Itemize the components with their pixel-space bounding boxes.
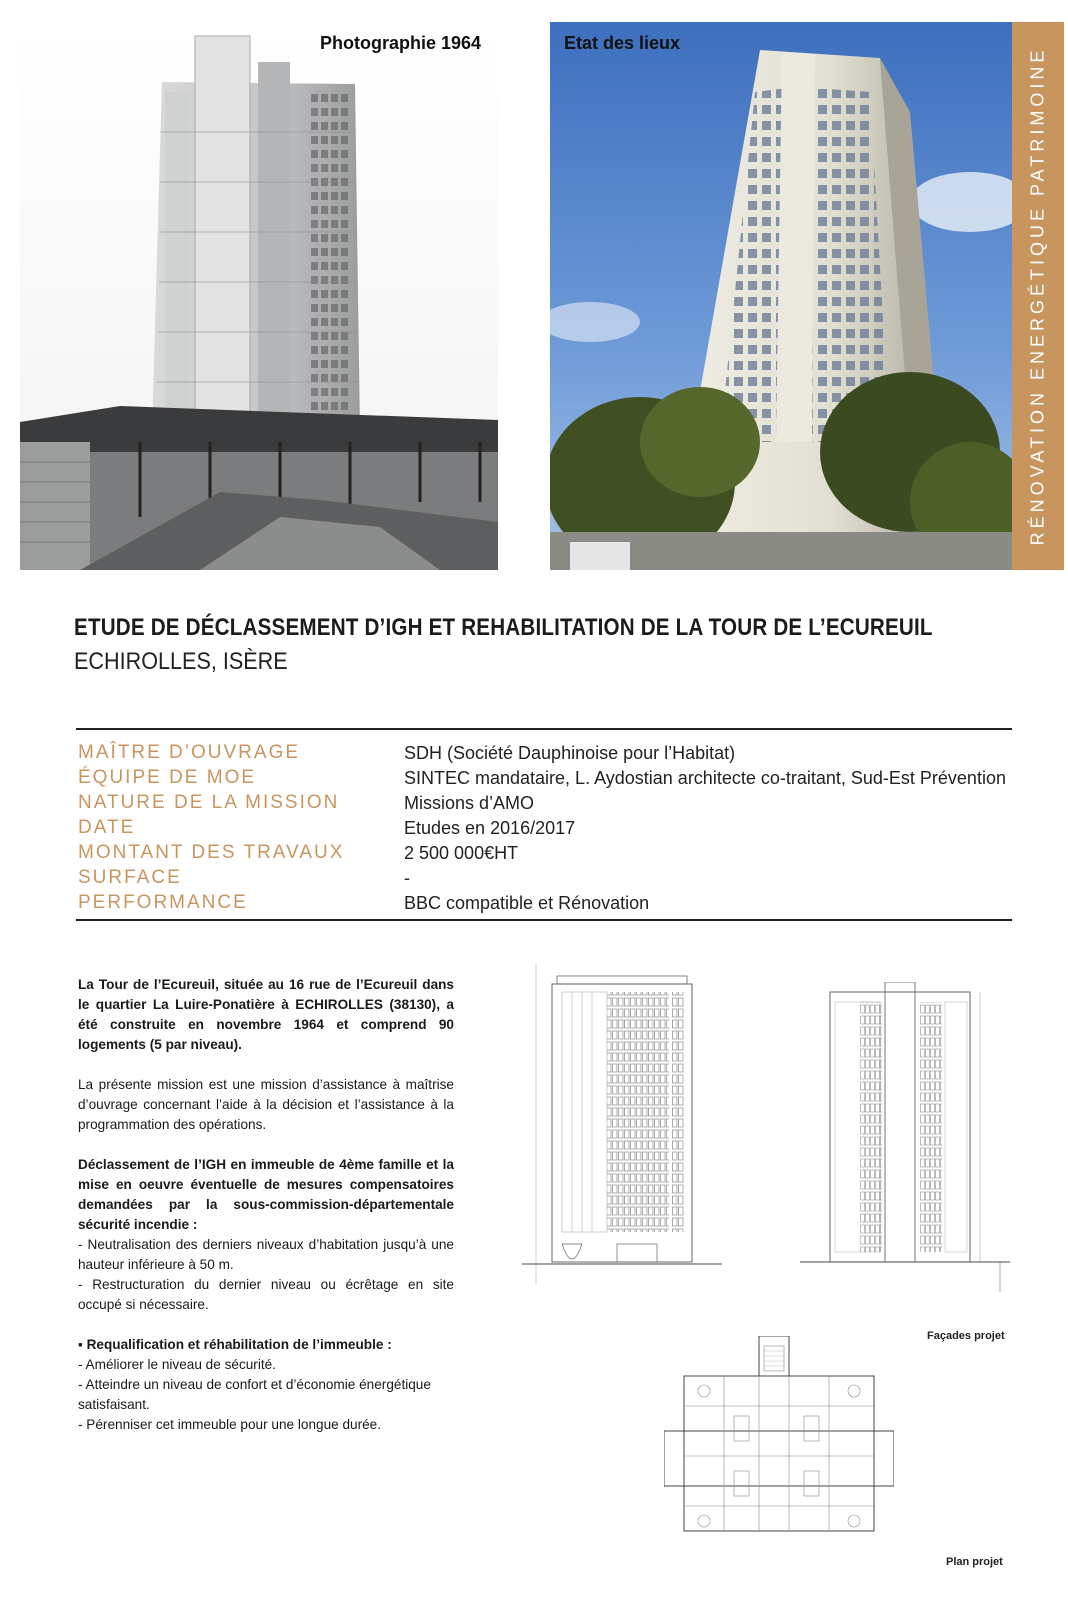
info-label: DATE — [78, 817, 136, 838]
plan-caption: Plan projet — [946, 1556, 1003, 1568]
info-label: SURFACE — [78, 867, 182, 888]
info-value: Missions d’AMO — [404, 793, 535, 813]
facades-caption: Façades projet — [927, 1330, 1005, 1342]
info-value: SINTEC mandataire, L. Aydostian architecte co-traitant, Sud-Est Prévention — [404, 768, 1006, 788]
info-row-montant — [78, 842, 1008, 867]
info-top-rule — [76, 728, 1012, 730]
info-row-nature-mission — [78, 792, 1008, 817]
info-value: SDH (Société Dauphinoise pour l’Habitat) — [404, 743, 736, 763]
side-band-label: RÉNOVATION ENERGÉTIQUE PATRIMOINE — [1027, 46, 1048, 546]
intro-paragraph: La Tour de l’Ecureuil, située au 16 rue de l’Ecureuil dans le quartier La Luire-Ponatière à ECHIROLLES (38130), a été construite en novembre 1964 et comprend 90 logements (5 par niveau). — [78, 977, 454, 1052]
info-label: NATURE DE LA MISSION — [78, 792, 340, 813]
page-subtitle: ECHIROLLES, ISÈRE — [74, 648, 288, 675]
declassement-heading: Déclassement de l’IGH en immeuble de 4ème famille et la mise en oeuvre éventuelle de mesures compensatoires demandées par la sous-commission-départementale sécurité incendie : — [78, 1157, 454, 1232]
body-text — [78, 975, 454, 1435]
info-bottom-rule — [76, 919, 1012, 921]
requalif-heading: ▪ Requalification et réhabilitation de l’immeuble : — [78, 1337, 392, 1352]
mission-paragraph: La présente mission est une mission d’assistance à maîtrise d’ouvrage concernant l’aide à la décision et l’assistance à la programmation des opérations. — [78, 1077, 454, 1132]
requalif-item: - Améliorer le niveau de sécurité. — [78, 1357, 276, 1372]
info-row-date — [78, 817, 1008, 842]
info-value: 2 500 000€HT — [404, 843, 519, 863]
floor-plan-drawing — [664, 1336, 894, 1536]
requalif-item: - Atteindre un niveau de confort et d’économie énergétique satisfaisant. — [78, 1377, 431, 1412]
facade-drawing-north — [800, 982, 1010, 1294]
photo-current-state — [550, 22, 1012, 570]
facade-drawing-east — [522, 964, 722, 1294]
info-row-performance — [78, 892, 1008, 917]
info-value: BBC compatible et Rénovation — [404, 893, 650, 913]
info-label: PERFORMANCE — [78, 892, 248, 913]
photo-current-caption: Etat des lieux — [564, 33, 681, 53]
info-row-equipe-moe — [78, 767, 1008, 792]
declassement-item: - Neutralisation des derniers niveaux d’habitation jusqu’à une hauteur inférieure à 50 m. — [78, 1237, 454, 1272]
info-row-maitre-ouvrage — [78, 742, 1008, 767]
info-label: ÉQUIPE DE MOE — [78, 767, 257, 788]
page-title: ETUDE DE DÉCLASSEMENT D’IGH ET REHABILITATION DE LA TOUR DE L’ECUREUIL — [74, 614, 933, 641]
declassement-item: - Restructuration du dernier niveau ou écrêtage en site occupé si nécessaire. — [78, 1277, 454, 1312]
info-value: - — [404, 868, 410, 888]
info-row-surface — [78, 867, 1008, 892]
info-value: Etudes en 2016/2017 — [404, 818, 576, 838]
photo-1964-caption: Photographie 1964 — [320, 33, 482, 53]
photo-1964 — [20, 22, 498, 570]
requalif-item: - Pérenniser cet immeuble pour une longue durée. — [78, 1417, 382, 1432]
info-label: MAÎTRE D’OUVRAGE — [78, 742, 301, 763]
info-label: MONTANT DES TRAVAUX — [78, 842, 345, 863]
